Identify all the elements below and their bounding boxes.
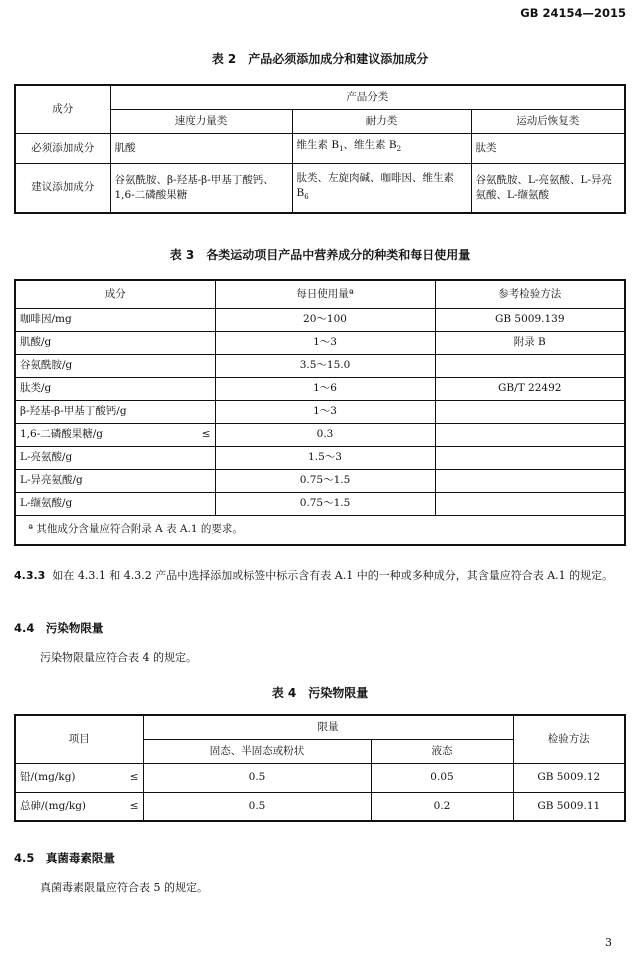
table3-method: GB/T 22492: [435, 377, 625, 400]
table4-cell: 0.5: [143, 763, 371, 792]
table3-method: [435, 400, 625, 423]
table3-header-method: 参考检验方法: [435, 280, 625, 308]
table3: [14, 279, 626, 546]
section-4-5-text: 真菌毒素限量应符合表 5 的规定。: [40, 881, 208, 894]
table4-header-method: 检验方法: [513, 715, 625, 763]
table2-caption: 表 2 产品必须添加成分和建议添加成分: [211, 52, 429, 66]
table3-row-name: 谷氨酰胺/g: [15, 354, 215, 377]
section-4-4-heading: 4.4 污染物限量: [14, 621, 104, 635]
table4: [14, 714, 626, 822]
table3-amount: 0.75～1.5: [215, 469, 435, 492]
table4-cell: GB 5009.11: [513, 792, 625, 821]
table3-amount: 1～6: [215, 377, 435, 400]
section-4-5-heading: 4.5 真菌毒素限量: [14, 851, 115, 865]
table4-header-item: 项目: [15, 715, 143, 763]
table2-cell: 维生素 $B_1$、维生素 $B_2$: [292, 133, 471, 163]
table4-caption: 表 4 污染物限量: [271, 686, 369, 700]
table3-method: [435, 446, 625, 469]
table3-amount: 0.75～1.5: [215, 492, 435, 515]
table3-caption: 表 3 各类运动项目产品中营养成分的种类和每日使用量: [169, 248, 471, 262]
table3-method: [435, 469, 625, 492]
section-number: 4.3.3: [14, 569, 46, 582]
table2-subheader: 运动后恢复类: [471, 109, 625, 133]
table2-cell: 肌酸: [110, 133, 292, 163]
table2-header-ingredient: 成分: [15, 85, 110, 133]
table2-cell: 肽类、左旋肉碱、咖啡因、维生素 $B_6$: [292, 163, 471, 213]
table3-method: [435, 423, 625, 446]
table3-row-name: 咖啡因/mg: [15, 308, 215, 331]
table4-cell: GB 5009.12: [513, 763, 625, 792]
table3-row-name: β-羟基-β-甲基丁酸钙/g: [15, 400, 215, 423]
standard-number: GB 24154—2015: [520, 6, 626, 20]
table2-cell: 肽类: [471, 133, 625, 163]
table3-method: 附录 B: [435, 331, 625, 354]
table3-amount: 1.5～3: [215, 446, 435, 469]
table3-method: GB 5009.139: [435, 308, 625, 331]
table3-row-name: L-亮氨酸/g: [15, 446, 215, 469]
table3-amount: 3.5～15.0: [215, 354, 435, 377]
table4-cell: 0.2: [371, 792, 513, 821]
table4-subheader: 固态、半固态或粉状: [143, 739, 371, 763]
table3-footnote: ª 其他成分含量应符合附录 A 表 A.1 的要求。: [15, 515, 625, 545]
table2-header-group: 产品分类: [110, 85, 625, 109]
table4-cell: 0.05: [371, 763, 513, 792]
table3-header-amount: 每日使用量ª: [215, 280, 435, 308]
table2-cell: 谷氨酰胺、L-亮氨酸、L-异亮氨酸、L-缬氨酸: [471, 163, 625, 213]
table2-row-label: 必须添加成分: [15, 133, 110, 163]
table2: [14, 84, 626, 214]
table4-row-name: 铅/(mg/kg) ≤: [15, 763, 143, 792]
table2-cell: 谷氨酰胺、β-羟基-β-甲基丁酸钙、1,6-二磷酸果糖: [110, 163, 292, 213]
table3-method: [435, 354, 625, 377]
table3-row-name: L-缬氨酸/g: [15, 492, 215, 515]
table4-row-name: 总砷/(mg/kg) ≤: [15, 792, 143, 821]
table3-row-name: L-异亮氨酸/g: [15, 469, 215, 492]
page-number: 3: [605, 936, 612, 949]
table4-header-limit: 限量: [143, 715, 513, 739]
table3-amount: 0.3: [215, 423, 435, 446]
table3-row-name: 1,6-二磷酸果糖/g ≤: [15, 423, 215, 446]
section-4-4-text: 污染物限量应符合表 4 的规定。: [40, 651, 197, 664]
table2-subheader: 速度力量类: [110, 109, 292, 133]
table2-subheader: 耐力类: [292, 109, 471, 133]
table2-row-label: 建议添加成分: [15, 163, 110, 213]
table4-subheader: 液态: [371, 739, 513, 763]
table3-method: [435, 492, 625, 515]
section-text: 如在 4.3.1 和 4.3.2 产品中选择添加或标签中标示含有表 A.1 中的一种或多种成分，其含量应符合表 A.1 的规定。: [52, 569, 614, 582]
table3-amount: 20～100: [215, 308, 435, 331]
table3-header-ingredient: 成分: [15, 280, 215, 308]
table4-cell: 0.5: [143, 792, 371, 821]
table3-amount: 1～3: [215, 400, 435, 423]
table3-row-name: 肽类/g: [15, 377, 215, 400]
table3-row-name: 肌酸/g: [15, 331, 215, 354]
table3-amount: 1～3: [215, 331, 435, 354]
section-4-3-3: [14, 566, 626, 586]
